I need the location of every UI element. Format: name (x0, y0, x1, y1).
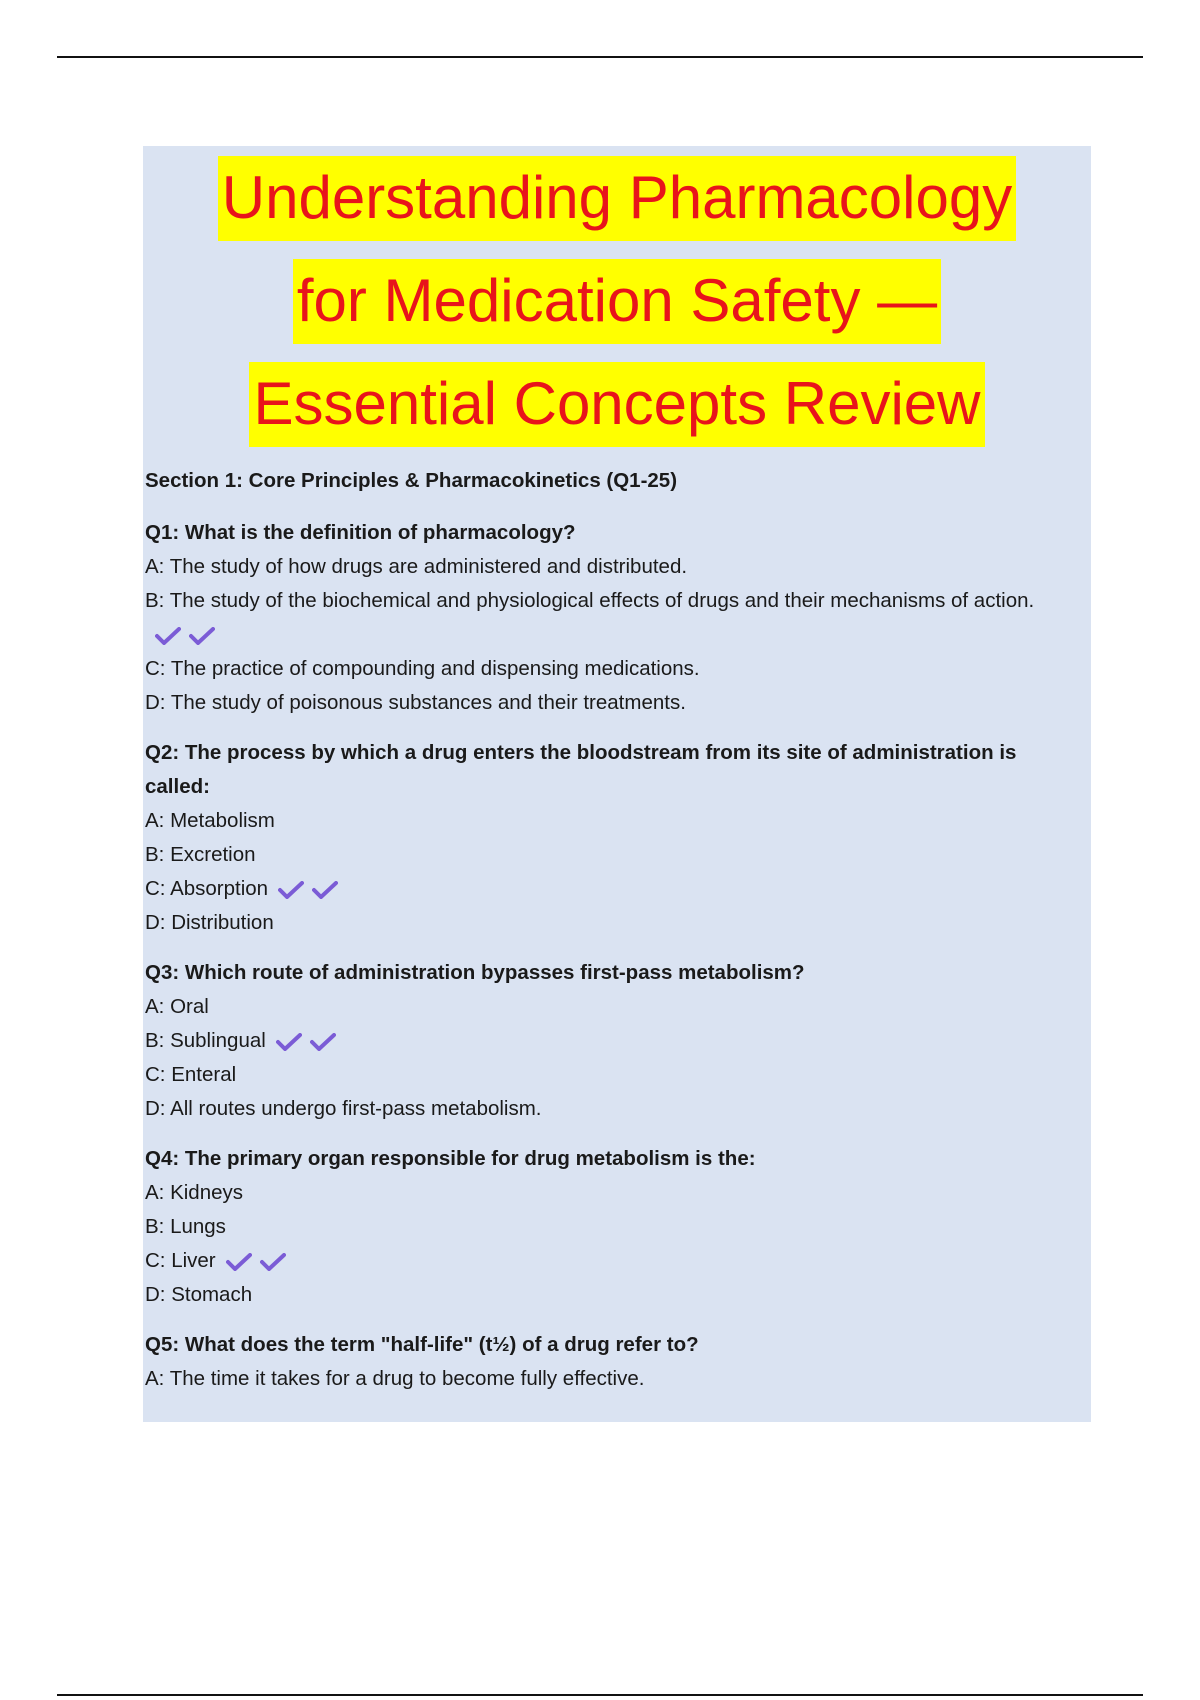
correct-answer-marker (226, 1253, 286, 1271)
check-icon (155, 627, 181, 645)
answer-option-text: A: The time it takes for a drug to become fully effective. (145, 1367, 645, 1390)
answer-option-text: C: Absorption (145, 877, 269, 900)
question-block (145, 516, 1065, 720)
check-icon (278, 881, 304, 899)
answer-option (145, 584, 1065, 652)
answer-option-text: D: Distribution (145, 911, 274, 934)
answer-option-text: C: The practice of compounding and dispensing medications. (145, 657, 700, 680)
question-text: Q4: The primary organ responsible for drug metabolism is the: (145, 1147, 756, 1170)
question-text: Q2: The process by which a drug enters the bloodstream from its site of administration is called: (145, 741, 1017, 798)
answer-option (145, 1278, 1065, 1312)
answer-option-text: A: Oral (145, 995, 209, 1018)
answer-option-text: D: The study of poisonous substances and their treatments. (145, 691, 686, 714)
answer-option-text: D: Stomach (145, 1283, 253, 1306)
answer-option (145, 1092, 1065, 1126)
question-block (145, 1328, 1065, 1396)
correct-answer-marker (155, 627, 215, 645)
answer-option (145, 1024, 1065, 1058)
answer-option (145, 1244, 1065, 1278)
top-rule (57, 56, 1143, 58)
answer-option (145, 1210, 1065, 1244)
answer-option-text: A: Metabolism (145, 809, 275, 832)
correct-answer-marker (276, 1033, 336, 1051)
answer-option-text: C: Liver (145, 1249, 216, 1272)
answer-option-text: D: All routes undergo first-pass metabolism. (145, 1097, 542, 1120)
answer-option-text: B: Lungs (145, 1215, 226, 1238)
answer-option-text: A: The study of how drugs are administered and distributed. (145, 555, 688, 578)
answer-option (145, 804, 1065, 838)
question-block (145, 956, 1065, 1126)
title-line-1: Understanding Pharmacology (143, 146, 1091, 249)
check-icon (312, 881, 338, 899)
bottom-rule (57, 1694, 1143, 1696)
correct-answer-marker (278, 881, 338, 899)
answer-option-text: B: Sublingual (145, 1029, 266, 1052)
question-list (145, 516, 1065, 1396)
check-icon (226, 1253, 252, 1271)
answer-option (145, 1362, 1065, 1396)
answer-option-text: C: Enteral (145, 1063, 237, 1086)
document-title (143, 146, 1091, 455)
title-line-2: for Medication Safety — (143, 249, 1091, 352)
answer-option (145, 652, 1065, 686)
question-text: Q3: Which route of administration bypasses first-pass metabolism? (145, 961, 805, 984)
quiz-content (145, 466, 1065, 1412)
question-text: Q1: What is the definition of pharmacology? (145, 521, 576, 544)
answer-option (145, 550, 1065, 584)
answer-option (145, 872, 1065, 906)
answer-option (145, 1176, 1065, 1210)
check-icon (189, 627, 215, 645)
answer-option-text: B: The study of the biochemical and physiological effects of drugs and their mechanisms of action. (145, 589, 1035, 612)
check-icon (276, 1033, 302, 1051)
answer-option (145, 838, 1065, 872)
section-title: Section 1: Core Principles & Pharmacokinetics (Q1-25) (145, 469, 678, 492)
question-block (145, 736, 1065, 940)
question-block (145, 1142, 1065, 1312)
check-icon (310, 1033, 336, 1051)
title-line-3: Essential Concepts Review (143, 352, 1091, 455)
answer-option-text: B: Excretion (145, 843, 256, 866)
check-icon (260, 1253, 286, 1271)
question-text: Q5: What does the term "half-life" (t½) of a drug refer to? (145, 1333, 699, 1356)
answer-option (145, 1058, 1065, 1092)
content-panel (143, 146, 1091, 1422)
answer-option (145, 906, 1065, 940)
answer-option (145, 990, 1065, 1024)
answer-option-text: A: Kidneys (145, 1181, 243, 1204)
answer-option (145, 686, 1065, 720)
